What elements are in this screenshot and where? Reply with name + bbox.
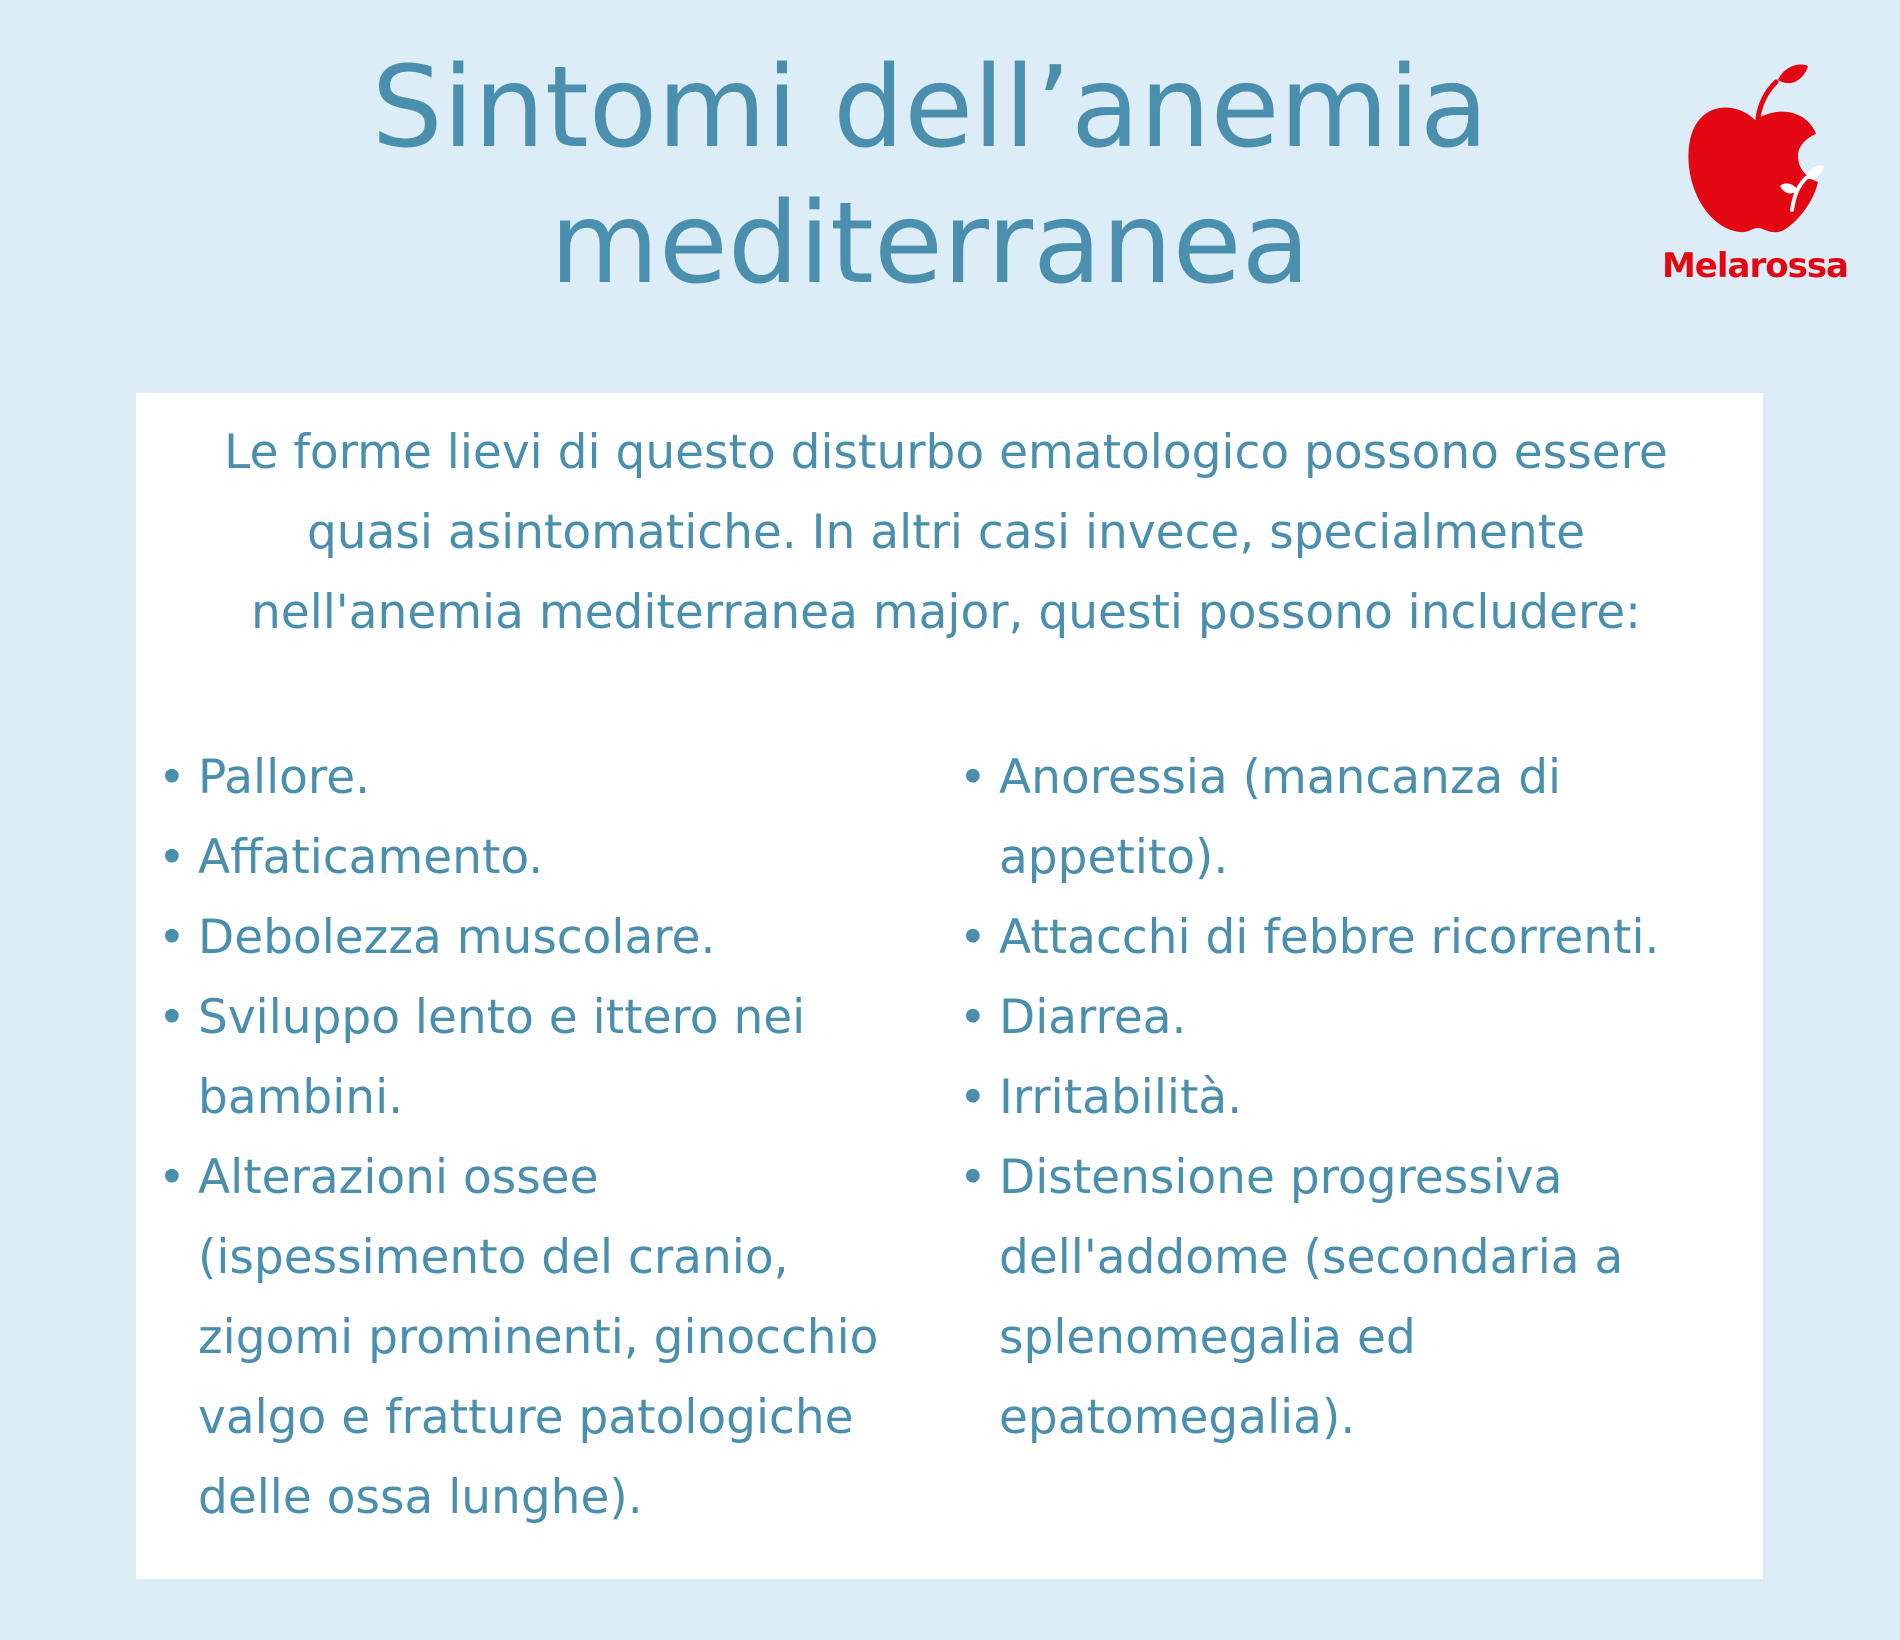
title-line-1: Sintomi dell’anemia bbox=[371, 43, 1489, 173]
brand-name: Melarossa bbox=[1661, 246, 1849, 286]
page-title bbox=[240, 40, 1620, 312]
apple-icon bbox=[1680, 60, 1830, 240]
list-item: • Anoressia (mancanza di appetito). bbox=[959, 738, 1749, 898]
list-item: • Distensione progressiva dell'addome (secondaria a splenomegalia ed epatomegalia). bbox=[959, 1138, 1749, 1458]
list-item: • Debolezza muscolare. bbox=[158, 898, 918, 978]
symptoms-list-left bbox=[158, 738, 918, 1538]
list-item: • Alterazioni ossee (ispessimento del cranio, zigomi prominenti, ginocchio valgo e fratture patologiche delle ossa lunghe). bbox=[158, 1138, 918, 1538]
list-item: • Irritabilità. bbox=[959, 1058, 1749, 1138]
symptoms-list-right bbox=[959, 738, 1749, 1458]
content-card bbox=[136, 393, 1763, 1579]
list-item: • Diarrea. bbox=[959, 978, 1749, 1058]
intro-paragraph: Le forme lievi di questo disturbo ematologico possono essere quasi asintomatiche. In altri casi invece, specialmente nell'anemia mediterranea major, questi possono includere: bbox=[224, 425, 1668, 640]
list-item: • Sviluppo lento e ittero nei bambini. bbox=[158, 978, 918, 1138]
list-item: • Pallore. bbox=[158, 738, 918, 818]
list-item: • Affaticamento. bbox=[158, 818, 918, 898]
list-item: • Attacchi di febbre ricorrenti. bbox=[959, 898, 1749, 978]
melarossa-logo bbox=[1645, 60, 1865, 300]
title-line-2: mediterranea bbox=[549, 179, 1311, 309]
